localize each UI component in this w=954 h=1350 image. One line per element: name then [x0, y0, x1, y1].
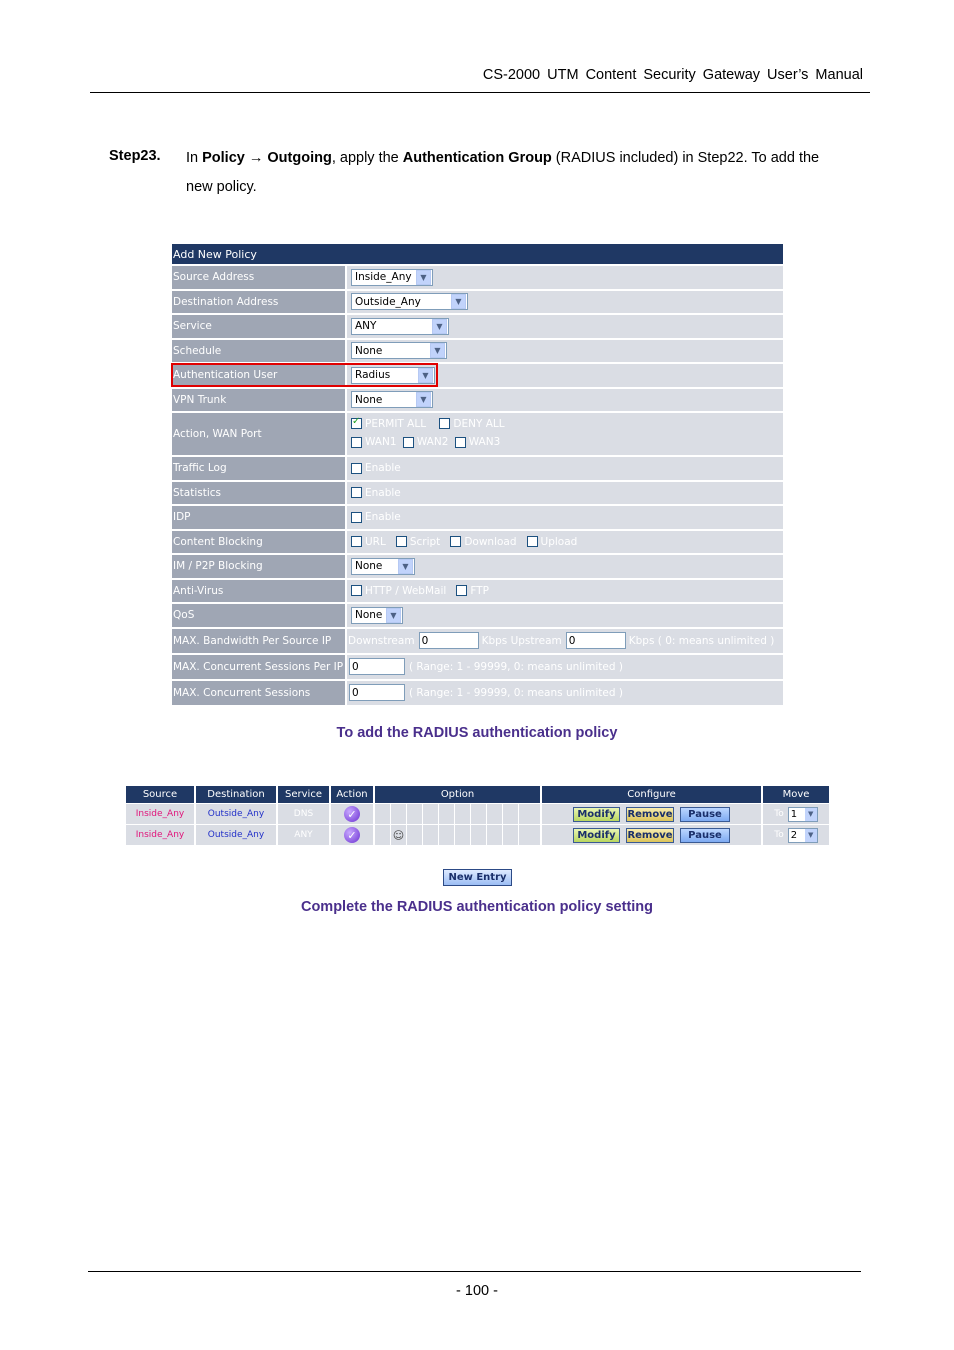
- row-source-address: [172, 266, 783, 289]
- form-title: Add New Policy: [172, 244, 783, 264]
- row-option-cells: [375, 804, 540, 824]
- chevron-down-icon: ▼: [432, 319, 447, 334]
- row-max-bandwidth: MAX. Bandwidth Per Source IP Downstream 0 Kbps Upstream 0 Kbps ( 0: means unlimited ): [172, 629, 783, 653]
- upload-option[interactable]: Upload: [527, 536, 578, 548]
- download-checkbox[interactable]: [450, 536, 461, 547]
- script-checkbox[interactable]: [396, 536, 407, 547]
- chevron-down-icon: ▼: [416, 392, 431, 407]
- ftp-checkbox[interactable]: [456, 585, 467, 596]
- upload-checkbox[interactable]: [527, 536, 538, 547]
- field-label: Source Address: [172, 266, 345, 289]
- remove-button[interactable]: Remove: [627, 808, 673, 820]
- col-service: Service: [278, 786, 329, 803]
- row-destination: Outside_Any: [196, 825, 276, 845]
- http-webmail-checkbox[interactable]: [351, 585, 362, 596]
- row-max-sessions: MAX. Concurrent Sessions 0 ( Range: 1 - 99999, 0: means unlimited ): [172, 681, 783, 705]
- row-destination-address: [172, 291, 783, 314]
- caption-add-policy: To add the RADIUS authentication policy: [336, 725, 618, 741]
- chevron-down-icon: ▼: [418, 368, 433, 383]
- col-move: Move: [763, 786, 829, 803]
- col-configure: Configure: [542, 786, 761, 803]
- row-source: Inside_Any: [126, 804, 194, 824]
- wan3-checkbox[interactable]: [455, 437, 466, 448]
- row-service: [172, 315, 783, 338]
- field-label: Destination Address: [172, 291, 345, 314]
- script-option[interactable]: Script: [396, 536, 440, 548]
- permit-action-icon: ✓: [344, 806, 360, 822]
- field-label: MAX. Concurrent Sessions Per IP: [172, 655, 345, 679]
- step-label: Step23.: [109, 148, 161, 164]
- schedule-select[interactable]: None ▼: [351, 342, 447, 359]
- upstream-input[interactable]: 0: [566, 632, 626, 649]
- move-select[interactable]: 1 ▼: [788, 807, 818, 822]
- chevron-down-icon: ▼: [451, 294, 466, 309]
- downstream-input[interactable]: 0: [419, 632, 479, 649]
- row-vpn-trunk: [172, 389, 783, 412]
- field-label: IM / P2P Blocking: [172, 555, 345, 578]
- row-service: ANY: [278, 825, 329, 845]
- wan2-checkbox[interactable]: [403, 437, 414, 448]
- ftp-option[interactable]: FTP: [456, 585, 489, 597]
- wan3-option[interactable]: WAN3: [455, 436, 501, 448]
- chevron-down-icon: ▼: [805, 808, 817, 821]
- chevron-down-icon: ▼: [386, 608, 401, 623]
- wan2-option[interactable]: WAN2: [403, 436, 449, 448]
- url-option[interactable]: URL: [351, 536, 386, 548]
- field-label: Authentication User: [172, 364, 345, 387]
- row-action-wan-port: [172, 413, 783, 455]
- move-select[interactable]: 2 ▼: [788, 828, 818, 843]
- wan1-checkbox[interactable]: [351, 437, 362, 448]
- row-action: [331, 825, 373, 845]
- row-move: To 2 ▼: [763, 825, 829, 845]
- col-action: Action: [331, 786, 373, 803]
- row-traffic-log: [172, 457, 783, 480]
- row-source: Inside_Any: [126, 825, 194, 845]
- field-label: VPN Trunk: [172, 389, 345, 412]
- field-label: Anti-Virus: [172, 580, 345, 603]
- row-qos: [172, 604, 783, 627]
- field-label: Content Blocking: [172, 531, 345, 554]
- authentication-user-icon: ☺: [392, 828, 405, 842]
- permit-action-icon: ✓: [344, 827, 360, 843]
- page-number: - 100 -: [456, 1283, 498, 1299]
- table-row: [126, 804, 829, 824]
- wan1-option[interactable]: WAN1: [351, 436, 397, 448]
- permit-all-checkbox[interactable]: [351, 418, 362, 429]
- field-label: Schedule: [172, 340, 345, 363]
- step-text: In Policy → Outgoing, apply the Authentication Group (RADIUS included) in Step22. To add the new policy.: [186, 150, 820, 195]
- new-entry-button[interactable]: New Entry: [443, 869, 512, 886]
- add-new-policy-form: [172, 244, 783, 707]
- caption-complete-policy: Complete the RADIUS authentication policy setting: [300, 899, 654, 915]
- header-rule: [90, 92, 870, 93]
- url-checkbox[interactable]: [351, 536, 362, 547]
- row-move: To 1 ▼: [763, 804, 829, 824]
- im-p2p-select[interactable]: None ▼: [351, 558, 415, 575]
- traffic-log-checkbox[interactable]: [351, 463, 362, 474]
- authentication-user-select[interactable]: Radius ▼: [351, 367, 435, 384]
- chevron-down-icon: ▼: [430, 343, 445, 358]
- pause-button[interactable]: Pause: [680, 828, 730, 843]
- footer-rule: [88, 1271, 861, 1272]
- row-schedule: [172, 340, 783, 363]
- field-label: Service: [172, 315, 345, 338]
- remove-button[interactable]: Remove: [627, 829, 673, 841]
- http-webmail-option[interactable]: HTTP / WebMail: [351, 585, 446, 597]
- statistics-checkbox[interactable]: [351, 487, 362, 498]
- statistics-enable[interactable]: Enable: [351, 487, 401, 499]
- row-service: DNS: [278, 804, 329, 824]
- idp-checkbox[interactable]: [351, 512, 362, 523]
- chevron-down-icon: ▼: [416, 270, 431, 285]
- row-content-blocking: [172, 531, 783, 554]
- col-source: Source: [126, 786, 194, 803]
- row-configure: [542, 825, 761, 845]
- qos-select[interactable]: None ▼: [351, 607, 403, 624]
- field-label: Statistics: [172, 482, 345, 505]
- row-statistics: [172, 482, 783, 505]
- traffic-log-enable[interactable]: Enable: [351, 462, 401, 474]
- modify-button[interactable]: Modify: [573, 828, 620, 843]
- row-im-p2p-blocking: [172, 555, 783, 578]
- field-label: Action, WAN Port: [172, 413, 345, 455]
- permit-all-option[interactable]: ✓ PERMIT ALL: [351, 418, 426, 430]
- field-label: MAX. Concurrent Sessions: [172, 681, 345, 705]
- field-label: MAX. Bandwidth Per Source IP: [172, 629, 345, 653]
- row-destination: Outside_Any: [196, 804, 276, 824]
- row-configure: [542, 804, 761, 824]
- col-destination: Destination: [196, 786, 276, 803]
- deny-all-option[interactable]: DENY ALL: [439, 418, 504, 430]
- modify-button[interactable]: Modify: [573, 807, 620, 822]
- chevron-down-icon: ▼: [398, 559, 413, 574]
- row-idp: [172, 506, 783, 529]
- chevron-down-icon: ▼: [805, 829, 817, 842]
- download-option[interactable]: Download: [450, 536, 516, 548]
- max-sessions-input[interactable]: 0: [349, 684, 405, 701]
- field-label: QoS: [172, 604, 345, 627]
- policy-table: [126, 786, 829, 846]
- highlight-box: [171, 363, 438, 387]
- running-header: CS-2000 UTM Content Security Gateway User’s Manual: [482, 67, 863, 83]
- row-max-sessions-per-ip: MAX. Concurrent Sessions Per IP 0 ( Range: 1 - 99999, 0: means unlimited ): [172, 655, 783, 679]
- destination-address-select[interactable]: Outside_Any ▼: [351, 293, 468, 310]
- vpn-trunk-select[interactable]: None ▼: [351, 391, 433, 408]
- row-anti-virus: [172, 580, 783, 603]
- row-option-cells: [375, 825, 540, 845]
- row-action: [331, 804, 373, 824]
- table-header-row: [126, 786, 829, 803]
- service-select[interactable]: ANY ▼: [351, 318, 449, 335]
- pause-button[interactable]: Pause: [680, 807, 730, 822]
- col-option: Option: [375, 786, 540, 803]
- deny-all-checkbox[interactable]: [439, 418, 450, 429]
- field-label: IDP: [172, 506, 345, 529]
- idp-enable[interactable]: Enable: [351, 511, 401, 523]
- max-sessions-per-ip-input[interactable]: 0: [349, 658, 405, 675]
- source-address-select[interactable]: Inside_Any ▼: [351, 269, 433, 286]
- table-row: [126, 825, 829, 845]
- field-label: Traffic Log: [172, 457, 345, 480]
